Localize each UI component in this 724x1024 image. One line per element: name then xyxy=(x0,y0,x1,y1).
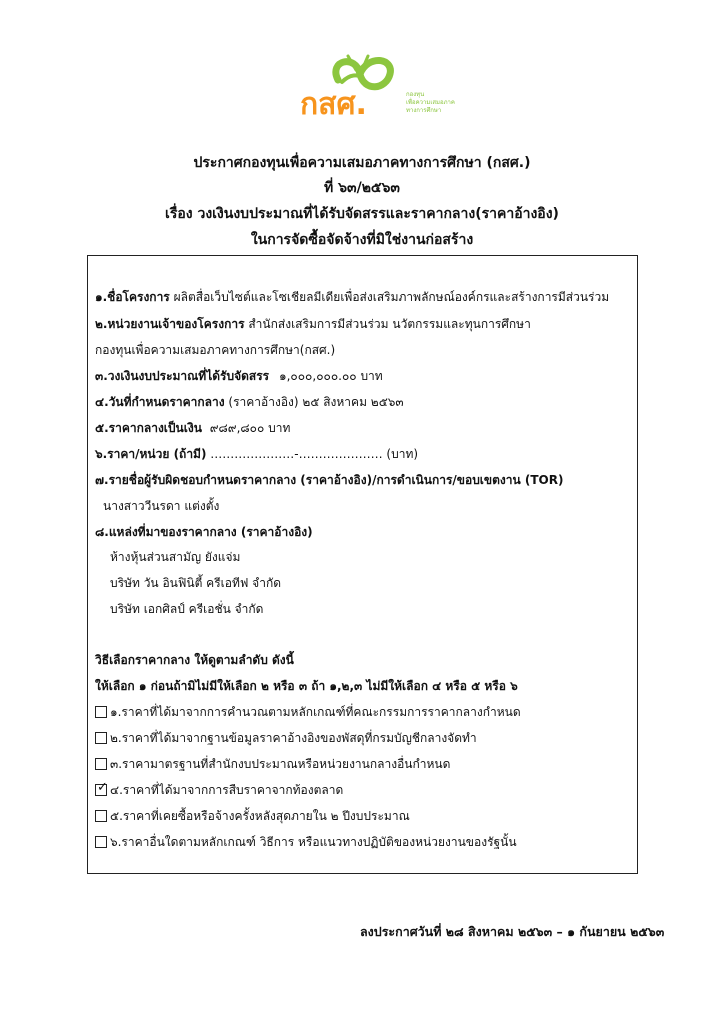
method-option-4 xyxy=(95,782,343,798)
kss-logo-graphic xyxy=(298,52,458,122)
item-4-value: (ราคาอ้างอิง) ๒๕ สิงหาคม ๒๕๖๓ xyxy=(228,395,404,409)
method-option-1 xyxy=(95,704,521,720)
item-1-value: ผลิตสื่อเว็บไซต์และโซเชียลมีเดียเพื่อส่งเสริมภาพลักษณ์องค์กรและสร้างการมีส่วนร่วม xyxy=(173,290,610,304)
option-6-text: ๖.ราคาอื่นใดตามหลักเกณฑ์ วิธีการ หรือแนวทางปฏิบัติของหน่วยงานของรัฐนั้น xyxy=(110,835,517,849)
price-source-3: บริษัท เอกศิลป์ ครีเอชั่น จำกัด xyxy=(110,602,264,616)
item-6-value: …………………-………………… (บาท) xyxy=(210,447,419,461)
item-2-value: สำนักส่งเสริมการมีส่วนร่วม นวัตกรรมและทุนการศึกษา xyxy=(248,317,531,331)
logo-tagline-2: เพื่อความเสมอภาค xyxy=(406,99,455,106)
price-source-2: บริษัท วัน อินฟินิตี้ ครีเอทีฟ จำกัด xyxy=(110,576,281,590)
checkbox-option-2[interactable] xyxy=(95,732,107,744)
item-3 xyxy=(95,368,383,384)
method-option-3 xyxy=(95,756,450,772)
item-1-label: ๑.ชื่อโครงการ xyxy=(95,290,170,304)
announcement-subject-2: ในการจัดซื้อจัดจ้างที่มิใช่งานก่อสร้าง xyxy=(250,232,474,248)
item-5 xyxy=(95,420,290,436)
method-heading: วิธีเลือกราคากลาง ให้ดูตามลำดับ ดังนี้ xyxy=(95,653,294,667)
item-2-value-line2: กองทุนเพื่อความเสมอภาคทางการศึกษา(กสศ.) xyxy=(95,343,336,357)
announcement-number: ที่ ๖๓/๒๕๖๓ xyxy=(324,180,400,196)
checkbox-option-5[interactable] xyxy=(95,810,107,822)
check-mark-icon: ✓ xyxy=(97,780,108,795)
method-rule: ให้เลือก ๑ ก่อนถ้ามิไม่มีให้เลือก ๒ หรือ ๓ ถ้า ๑,๒,๓ ไม่มีให้เลือก ๔ หรือ ๕ หรือ ๖ xyxy=(95,679,518,693)
item-5-label: ๕.ราคากลางเป็นเงิน xyxy=(95,421,202,435)
item-7-value: นางสาววีนรดา แต่งตั้ง xyxy=(103,499,220,513)
item-6-label: ๖.ราคา/หน่วย (ถ้ามี) xyxy=(95,447,207,461)
publish-date: ลงประกาศวันที่ ๒๘ สิงหาคม ๒๕๖๓ – ๑ กันยายน ๒๕๖๓ xyxy=(360,924,665,939)
kss-logo xyxy=(298,52,458,122)
method-option-5 xyxy=(95,808,410,824)
item-6 xyxy=(95,446,418,462)
option-4-text: ๔.ราคาที่ได้มาจากการสืบราคาจากท้องตลาด xyxy=(110,783,344,797)
checkbox-option-4-checked[interactable] xyxy=(95,780,108,796)
item-2-label: ๒.หน่วยงานเจ้าของโครงการ xyxy=(95,317,245,331)
item-2 xyxy=(95,316,531,332)
item-1 xyxy=(95,289,609,305)
item-3-label: ๓.วงเงินงบประมาณที่ได้รับจัดสรร xyxy=(95,369,270,383)
option-5-text: ๕.ราคาที่เคยซื้อหรือจ้างครั้งหลังสุดภายใน ๒ ปีงบประมาณ xyxy=(110,809,410,823)
logo-abbr: กสศ. xyxy=(300,87,367,122)
logo-tagline-3: ทางการศึกษา xyxy=(406,107,442,114)
option-2-text: ๒.ราคาที่ได้มาจากฐานข้อมูลราคาอ้างอิงของพัสดุที่กรมบัญชีกลางจัดทำ xyxy=(110,731,477,745)
announcement-title: ประกาศกองทุนเพื่อความเสมอภาคทางการศึกษา (กสศ.) xyxy=(193,155,531,171)
announcement-subject: เรื่อง วงเงินงบประมาณที่ได้รับจัดสรรและราคากลาง(ราคาอ้างอิง) xyxy=(165,206,559,222)
checkbox-option-1[interactable] xyxy=(95,706,107,718)
item-8-label: ๘.แหล่งที่มาของราคากลาง (ราคาอ้างอิง) xyxy=(95,525,313,539)
checkbox-option-6[interactable] xyxy=(95,836,107,848)
item-7-label: ๗.รายชื่อผู้รับผิดชอบกำหนดราคากลาง (ราคาอ้างอิง)/การดำเนินการ/ขอบเขตงาน (TOR) xyxy=(95,473,564,487)
item-4 xyxy=(95,394,404,410)
option-1-text: ๑.ราคาที่ได้มาจากการคำนวณตามหลักเกณฑ์ที่คณะกรรมการราคากลางกำหนด xyxy=(110,705,521,719)
method-option-6 xyxy=(95,834,517,850)
item-3-value: ๑,๐๐๐,๐๐๐.๐๐ บาท xyxy=(278,369,383,383)
item-5-value: ๙๘๙,๘๐๐ บาท xyxy=(209,421,291,435)
price-source-1: ห้างหุ้นส่วนสามัญ ยังแจ่ม xyxy=(110,550,241,564)
option-3-text: ๓.ราคามาตรฐานที่สำนักงบประมาณหรือหน่วยงานกลางอื่นกำหนด xyxy=(110,757,451,771)
logo-tagline-1: กองทุน xyxy=(406,91,425,98)
method-option-2 xyxy=(95,730,477,746)
checkbox-option-3[interactable] xyxy=(95,758,107,770)
item-4-label: ๔.วันที่กำหนดราคากลาง xyxy=(95,395,225,409)
